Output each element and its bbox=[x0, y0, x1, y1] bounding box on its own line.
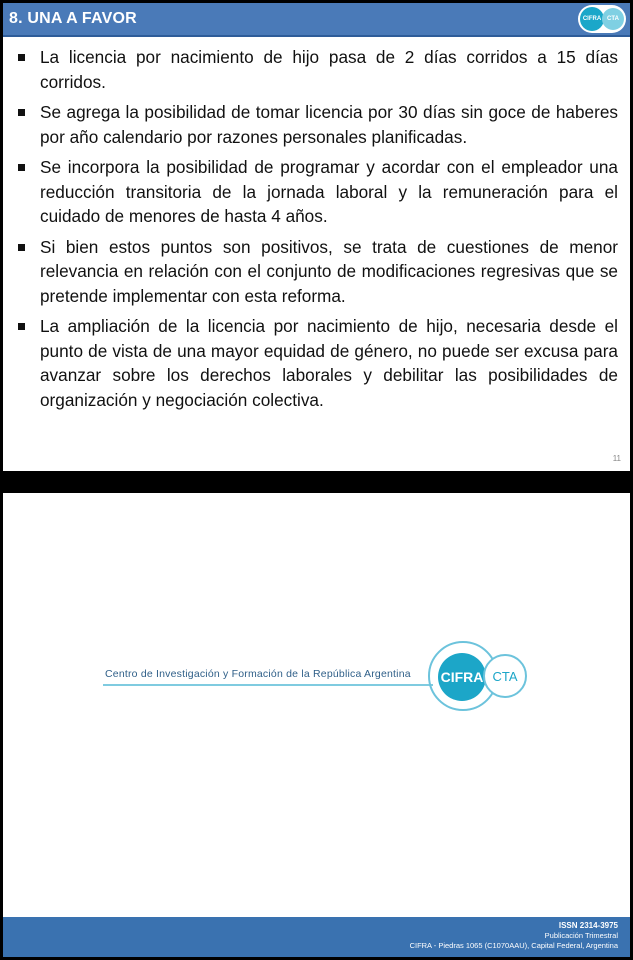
publication-label: Publicación Trimestral bbox=[544, 931, 618, 940]
bullet-text: La licencia por nacimiento de hijo pasa de 2 días corridos a 15 días corridos. bbox=[40, 47, 618, 92]
cta-logo-circle: CTA bbox=[483, 654, 527, 698]
cifra-cta-logo-large bbox=[428, 641, 528, 713]
issn-label: ISSN 2314-3975 bbox=[558, 921, 618, 930]
divider-line bbox=[103, 684, 433, 686]
organization-name: Centro de Investigación y Formación de la República Argentina bbox=[105, 668, 411, 680]
slide-header bbox=[3, 3, 630, 37]
bullet-list bbox=[13, 45, 618, 418]
bullet-text: La ampliación de la licencia por nacimiento de hijo, necesaria desde el punto de vista de una mayor equidad de género, no puede ser excusa para avanzar sobre los derechos laborales y debilitar las posibilidades de organización y negociación colectiva. bbox=[40, 316, 618, 410]
address-label: CIFRA - Piedras 1065 (C1070AAU), Capital Federal, Argentina bbox=[409, 941, 618, 950]
bullet-square-icon bbox=[18, 54, 25, 61]
bullet-item bbox=[13, 155, 618, 229]
slide-title: 8. UNA A FAVOR bbox=[9, 10, 137, 27]
slide-11 bbox=[3, 3, 630, 471]
bullet-square-icon bbox=[18, 109, 25, 116]
bullet-item bbox=[13, 100, 618, 149]
bullet-square-icon bbox=[18, 323, 25, 330]
bullet-text: Si bien estos puntos son positivos, se trata de cuestiones de menor relevancia en relación con el conjunto de modificaciones regresivas que se pretende implementar con esta reforma. bbox=[40, 236, 618, 306]
page-number: 11 bbox=[612, 454, 621, 463]
bullet-text: Se incorpora la posibilidad de programar y acordar con el empleador una reducción transitoria de la jornada laboral y la remuneración para el cuidado de menores de hasta 4 años. bbox=[40, 157, 618, 226]
cifra-cta-logo bbox=[578, 5, 626, 33]
bullet-text: Se agrega la posibilidad de tomar licencia por 30 días sin goce de haberes por año calendario por razones personales planificadas. bbox=[40, 102, 618, 147]
cta-logo-circle: CTA bbox=[602, 8, 624, 30]
slide-closing bbox=[3, 493, 630, 957]
bullet-item bbox=[13, 314, 618, 412]
cifra-logo-circle: CIFRA bbox=[580, 7, 604, 31]
bullet-square-icon bbox=[18, 244, 25, 251]
cifra-logo-circle: CIFRA bbox=[438, 653, 486, 701]
bullet-item bbox=[13, 45, 618, 94]
bullet-square-icon bbox=[18, 164, 25, 171]
slide-footer bbox=[3, 917, 630, 957]
footer-info bbox=[410, 921, 618, 951]
bullet-item bbox=[13, 235, 618, 309]
